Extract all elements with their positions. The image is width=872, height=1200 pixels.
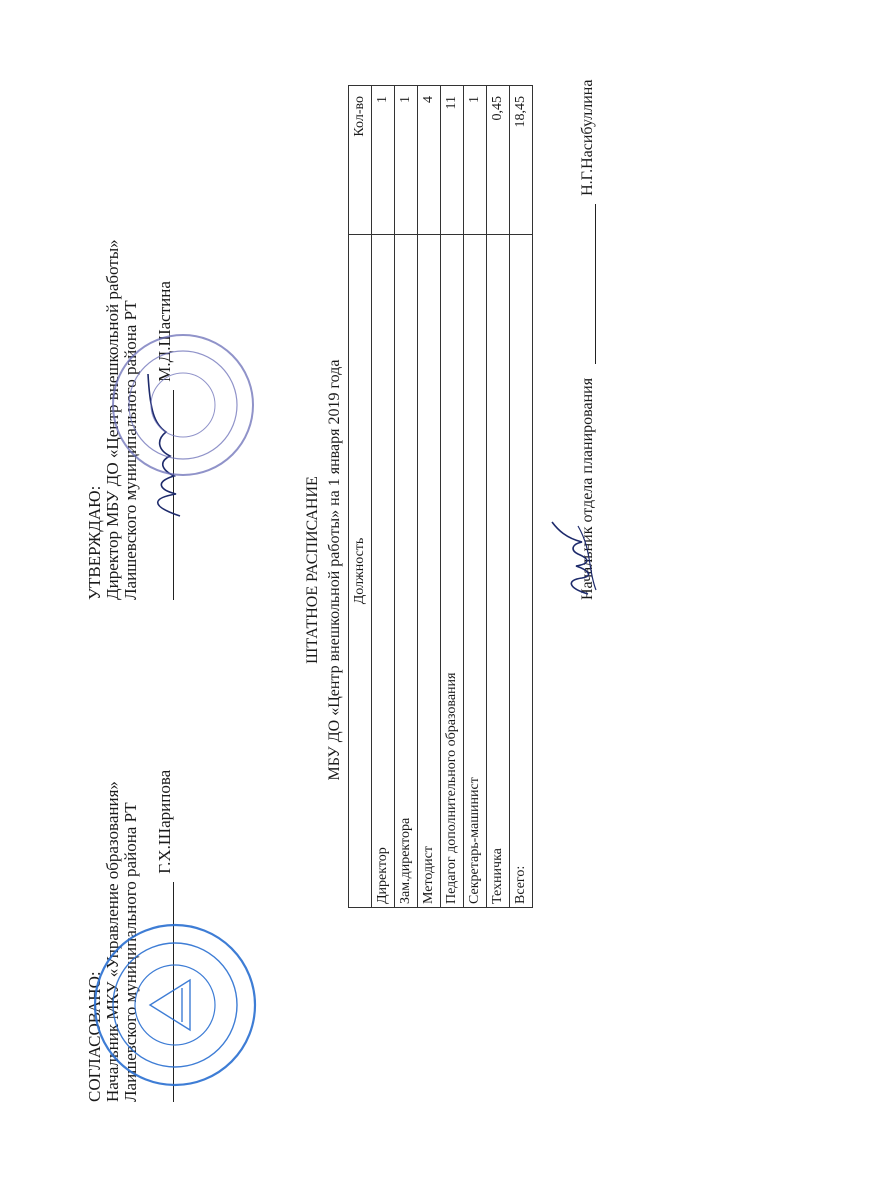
cell-count: 4 (418, 86, 441, 235)
document-title (305, 140, 343, 1000)
header-position: Должность (349, 235, 372, 908)
cell-count: 0,45 (487, 86, 510, 235)
table-row (372, 86, 395, 908)
planning-label: Начальник отдела планирования (579, 377, 596, 600)
agreement-district-line: Лаишевского муниципального района РТ (121, 802, 140, 1102)
cell-position: Директор (372, 235, 395, 908)
approval-district-line: Лаишевского муниципального района РТ (121, 300, 140, 600)
agreement-signatory-name: Г.Х.Шарипова (155, 769, 174, 874)
left-official-stamp (90, 920, 260, 1090)
approval-director-line: Директор МБУ ДО «Центр внешкольной работы» (103, 239, 122, 600)
cell-total-label: Всего: (510, 235, 533, 908)
table-row (464, 86, 487, 908)
cell-position: Педагог дополнительного образования (441, 235, 464, 908)
agreement-heading: СОГЛАСОВАНО: (85, 971, 104, 1102)
cell-count: 1 (464, 86, 487, 235)
table-row (441, 86, 464, 908)
cell-position: Техничка (487, 235, 510, 908)
header-count: Кол-во (349, 86, 372, 235)
approval-heading: УТВЕРЖДАЮ: (85, 485, 104, 600)
approval-signatory-name: М.Д.Шастина (155, 281, 174, 382)
table-row (418, 86, 441, 908)
agreement-head-line: Начальник МКУ «Управление образования» (103, 781, 122, 1102)
planning-signature-line (595, 204, 596, 364)
right-official-stamp (108, 330, 258, 480)
table-header-row (349, 86, 372, 908)
planning-handwritten-signature (548, 520, 612, 600)
table-total-row (510, 86, 533, 908)
staff-table (348, 85, 533, 908)
table-row (395, 86, 418, 908)
table-row (487, 86, 510, 908)
cell-position: Зам.директора (395, 235, 418, 908)
cell-position: Методист (418, 235, 441, 908)
cell-total-value: 18,45 (510, 86, 533, 235)
cell-count: 1 (372, 86, 395, 235)
cell-position: Секретарь-машинист (464, 235, 487, 908)
title-subtitle: МБУ ДО «Центр внешкольной работы» на 1 января 2019 года (326, 359, 343, 781)
title-main: ШТАТНОЕ РАСПИСАНИЕ (304, 476, 321, 664)
cell-count: 11 (441, 86, 464, 235)
cell-count: 1 (395, 86, 418, 235)
planning-signatory-name: Н.Г.Насибуллина (579, 79, 596, 196)
